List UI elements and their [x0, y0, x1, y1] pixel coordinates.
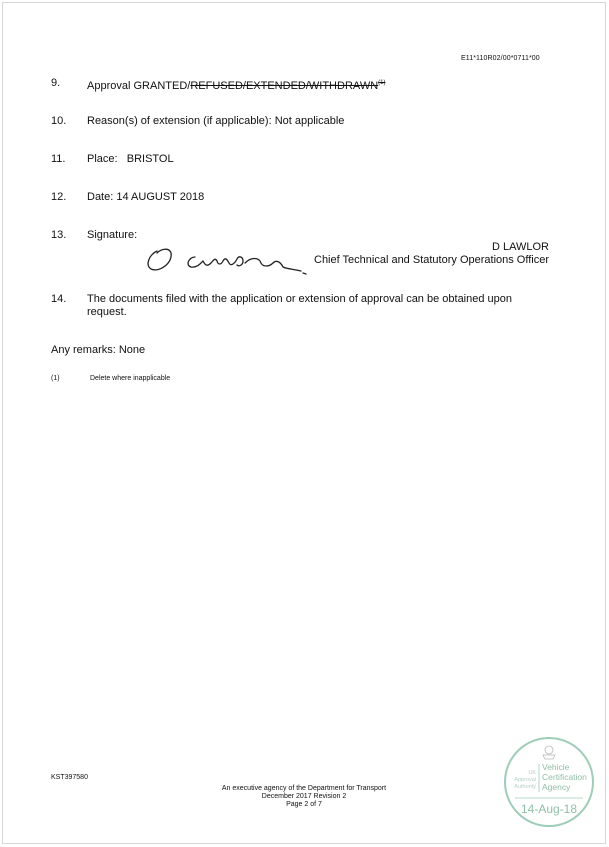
document-page — [2, 2, 606, 844]
item-number: 13. — [51, 229, 67, 241]
footer-revision: December 2017 Revision 2 — [261, 793, 347, 800]
documents-note-line-2: request. — [87, 306, 127, 318]
item-number: 9. — [51, 77, 61, 89]
handwritten-signature — [143, 243, 313, 277]
vca-approval-stamp — [503, 736, 595, 828]
documents-note — [87, 293, 512, 319]
reference-number: E11*110R02/00*0711*00 — [461, 55, 540, 62]
item-number: 11. — [51, 153, 66, 165]
stamp-uk-line-3: Authority — [514, 784, 536, 790]
place: Place: BRISTOL — [87, 153, 174, 165]
footnote-ref: (1) — [378, 80, 386, 86]
signatory-block — [314, 241, 549, 267]
stamp-uk-line-1: UK — [528, 770, 536, 776]
stamp-agency-line-3: Agency — [542, 782, 571, 792]
signatory-name: D LAWLOR — [491, 241, 549, 253]
approval-granted: GRANTED/ — [133, 80, 191, 92]
footnote-text: Delete where inapplicable — [90, 375, 171, 382]
footer-agency: An executive agency of the Department for Transport — [221, 785, 387, 792]
footnote-number: (1) — [51, 375, 60, 382]
stamp-agency-line-2: Certification — [542, 772, 587, 782]
extension-reason: Reason(s) of extension (if applicable): Not applicable — [87, 115, 345, 127]
documents-note-line-1: The documents filed with the application or extension of approval can be obtained upon — [87, 293, 513, 305]
approval-status: Approval GRANTED/REFUSED/EXTENDED/WITHDRAWN$^{(1)}$ — [87, 80, 386, 92]
document-id: KST397580 — [51, 774, 88, 781]
item-number: 14. — [51, 293, 67, 305]
approval-struck-options: REFUSED/EXTENDED/WITHDRAWN — [190, 80, 379, 92]
item-number: 10. — [51, 115, 67, 127]
stamp-agency-line-1: Vehicle — [542, 762, 570, 772]
date: Date: 14 AUGUST 2018 — [87, 191, 205, 203]
remarks: Any remarks: None — [51, 344, 146, 356]
footer-page-number: Page 2 of 7 — [286, 801, 322, 808]
signature-label: Signature: — [87, 229, 138, 241]
item-number: 12. — [51, 191, 67, 203]
stamp-uk-line-2: Approval — [514, 777, 536, 783]
signatory-title: Chief Technical and Statutory Operations Officer — [314, 254, 549, 266]
stamp-date: 14-Aug-18 — [520, 802, 578, 816]
